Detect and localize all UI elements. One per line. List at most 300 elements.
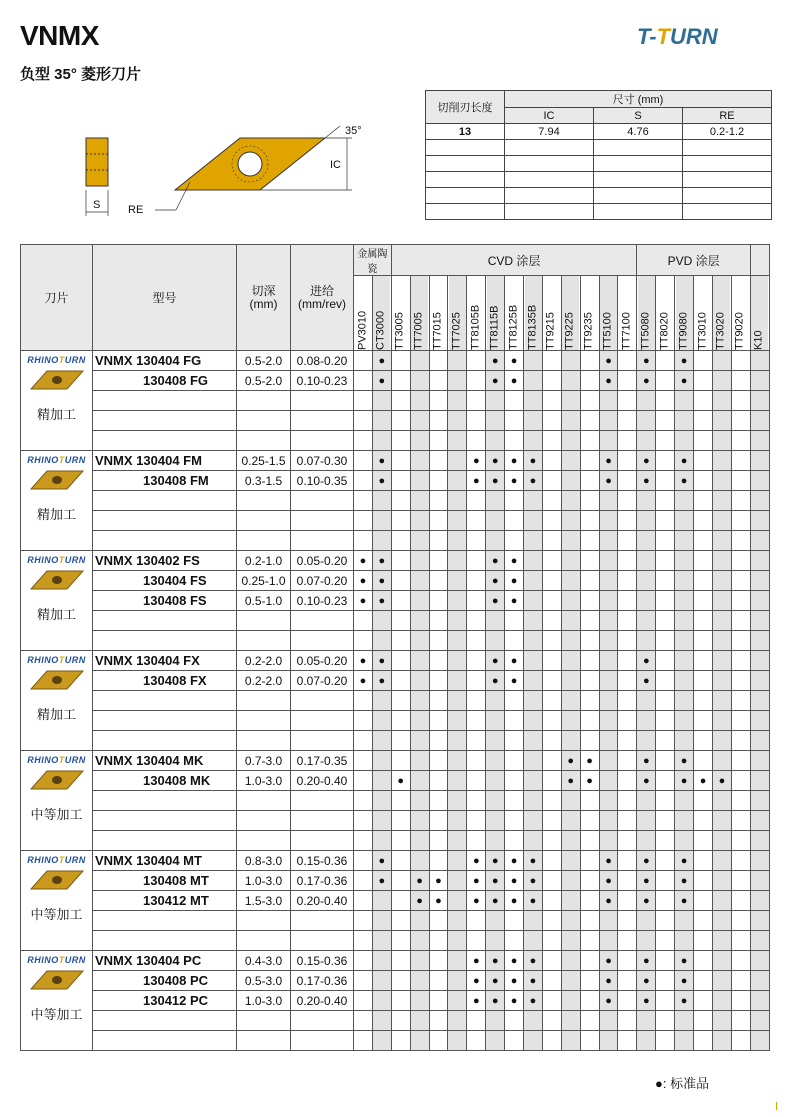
grade-availability-cell — [354, 451, 373, 471]
feed-cell: 0.08-0.20 — [291, 351, 354, 371]
grade-availability-cell — [675, 491, 694, 511]
table-row — [21, 671, 770, 691]
grade-availability-cell — [391, 931, 410, 951]
standard-stock-dot: ● — [524, 971, 543, 991]
grade-availability-cell — [656, 811, 675, 831]
grade-availability-cell — [448, 771, 467, 791]
rhinoturn-logo — [21, 855, 92, 865]
grade-availability-cell — [542, 671, 561, 691]
grade-availability-cell — [694, 711, 713, 731]
application-label: 中等加工 — [30, 807, 83, 822]
grade-header: TT8115B — [486, 276, 505, 351]
grade-availability-cell — [675, 431, 694, 451]
feed-cell — [291, 911, 354, 931]
standard-stock-dot: ● — [599, 471, 618, 491]
grade-availability-cell — [580, 871, 599, 891]
grade-availability-cell — [580, 631, 599, 651]
group-cermet: 金属陶瓷 — [354, 245, 392, 276]
grade-availability-cell — [486, 831, 505, 851]
model-cell — [93, 531, 237, 551]
insert-diagram — [70, 118, 370, 218]
grade-availability-cell — [448, 691, 467, 711]
grade-availability-cell — [410, 991, 429, 1011]
standard-stock-dot: ● — [599, 851, 618, 871]
insert-image — [27, 465, 87, 495]
grade-availability-cell — [429, 651, 448, 671]
grade-availability-cell — [656, 631, 675, 651]
table-row — [21, 611, 770, 631]
grade-availability-cell — [694, 691, 713, 711]
grade-availability-cell — [618, 531, 637, 551]
standard-stock-dot: ● — [637, 451, 656, 471]
table-row — [21, 811, 770, 831]
grade-availability-cell — [354, 471, 373, 491]
grade-availability-cell — [429, 711, 448, 731]
grade-availability-cell — [731, 731, 750, 751]
grade-availability-cell — [524, 511, 543, 531]
depth-cell — [237, 411, 291, 431]
standard-stock-dot: ● — [524, 951, 543, 971]
feed-cell: 0.07-0.30 — [291, 451, 354, 471]
grade-availability-cell — [542, 471, 561, 491]
grade-availability-cell — [372, 531, 391, 551]
grade-availability-cell — [561, 451, 580, 471]
grade-availability-cell — [429, 611, 448, 631]
insert-image — [27, 565, 87, 595]
standard-stock-dot: ● — [467, 951, 486, 971]
table-row — [21, 951, 770, 971]
grade-availability-cell — [467, 811, 486, 831]
grade-availability-cell — [391, 871, 410, 891]
model-cell — [93, 731, 237, 751]
grade-header: TT7015 — [429, 276, 448, 351]
grade-availability-cell — [429, 851, 448, 871]
feed-cell — [291, 691, 354, 711]
grade-availability-cell — [599, 551, 618, 571]
depth-cell — [237, 731, 291, 751]
logo-suffix: URN — [64, 955, 86, 965]
grade-availability-cell — [580, 731, 599, 751]
grade-availability-cell — [712, 951, 731, 971]
grade-availability-cell — [448, 731, 467, 751]
grade-availability-cell — [750, 911, 769, 931]
grade-availability-cell — [542, 751, 561, 771]
grade-availability-cell — [750, 651, 769, 671]
standard-stock-dot: ● — [391, 771, 410, 791]
grade-availability-cell — [731, 771, 750, 791]
grade-availability-cell — [561, 831, 580, 851]
grade-availability-cell — [429, 431, 448, 451]
grade-availability-cell — [410, 931, 429, 951]
grade-availability-cell — [391, 551, 410, 571]
grade-availability-cell — [561, 931, 580, 951]
grade-availability-cell — [524, 751, 543, 771]
grade-availability-cell — [410, 351, 429, 371]
grade-availability-cell — [656, 1031, 675, 1051]
standard-stock-dot: ● — [637, 371, 656, 391]
grade-availability-cell — [561, 811, 580, 831]
grade-availability-cell — [694, 531, 713, 551]
grade-availability-cell — [599, 811, 618, 831]
grade-availability-cell — [448, 631, 467, 651]
grade-availability-cell — [561, 531, 580, 551]
standard-stock-dot: ● — [637, 751, 656, 771]
grade-availability-cell — [694, 551, 713, 571]
grade-availability-cell — [599, 791, 618, 811]
grade-availability-cell — [467, 351, 486, 371]
standard-stock-dot: ● — [637, 351, 656, 371]
rhinoturn-logo — [21, 755, 92, 765]
table-row — [21, 871, 770, 891]
grade-availability-cell — [750, 731, 769, 751]
grade-availability-cell — [712, 531, 731, 551]
feed-cell — [291, 1011, 354, 1031]
grade-availability-cell — [731, 431, 750, 451]
grade-availability-cell — [637, 391, 656, 411]
grade-availability-cell — [354, 511, 373, 531]
grade-availability-cell — [656, 411, 675, 431]
brand-logo — [637, 24, 718, 50]
grade-availability-cell — [618, 591, 637, 611]
grade-availability-cell — [618, 451, 637, 471]
table-row — [21, 771, 770, 791]
grade-availability-cell — [372, 631, 391, 651]
standard-stock-dot: ● — [505, 891, 524, 911]
standard-stock-dot: ● — [599, 891, 618, 911]
feed-cell: 0.05-0.20 — [291, 551, 354, 571]
grade-availability-cell — [391, 451, 410, 471]
grade-availability-cell — [391, 591, 410, 611]
grade-availability-cell — [524, 371, 543, 391]
grade-availability-cell — [354, 351, 373, 371]
grade-availability-cell — [372, 391, 391, 411]
grade-availability-cell — [656, 651, 675, 671]
standard-stock-dot: ● — [580, 771, 599, 791]
standard-stock-dot: ● — [675, 871, 694, 891]
spec-s: 4.76 — [594, 124, 683, 140]
feed-cell — [291, 711, 354, 731]
grade-availability-cell — [542, 411, 561, 431]
grade-availability-cell — [694, 411, 713, 431]
feed-cell — [291, 731, 354, 751]
standard-stock-dot: ● — [467, 991, 486, 1011]
insert-cell — [21, 451, 93, 551]
depth-cell — [237, 691, 291, 711]
grade-availability-cell — [694, 811, 713, 831]
grade-availability-cell — [410, 791, 429, 811]
grade-availability-cell — [448, 451, 467, 471]
grade-availability-cell — [712, 811, 731, 831]
grade-availability-cell — [637, 531, 656, 551]
grade-availability-cell — [391, 1011, 410, 1031]
group-pvd: PVD 涂层 — [637, 245, 750, 276]
grade-availability-cell — [694, 391, 713, 411]
grade-availability-cell — [429, 1011, 448, 1031]
grade-availability-cell — [637, 931, 656, 951]
grade-availability-cell — [429, 831, 448, 851]
standard-stock-dot: ● — [637, 991, 656, 1011]
standard-stock-dot: ● — [675, 991, 694, 1011]
grade-availability-cell — [542, 611, 561, 631]
feed-cell: 0.15-0.36 — [291, 951, 354, 971]
grade-availability-cell — [694, 451, 713, 471]
table-row — [21, 431, 770, 451]
grade-availability-cell — [467, 791, 486, 811]
grade-table — [20, 244, 770, 1051]
standard-stock-dot: ● — [712, 771, 731, 791]
grade-availability-cell — [750, 431, 769, 451]
grade-availability-cell — [712, 991, 731, 1011]
grade-availability-cell — [354, 971, 373, 991]
standard-stock-dot: ● — [372, 591, 391, 611]
standard-stock-dot: ● — [675, 751, 694, 771]
brand-prefix: T- — [637, 24, 657, 49]
grade-availability-cell — [505, 931, 524, 951]
logo-prefix: RHINO — [27, 555, 59, 565]
grade-availability-cell — [391, 411, 410, 431]
grade-availability-cell — [410, 411, 429, 431]
grade-availability-cell — [561, 411, 580, 431]
model-cell: 130412 PC — [93, 991, 237, 1011]
grade-availability-cell — [731, 511, 750, 531]
grade-header: TT8105B — [467, 276, 486, 351]
grade-availability-cell — [486, 771, 505, 791]
standard-stock-dot: ● — [354, 551, 373, 571]
grade-availability-cell — [750, 1011, 769, 1031]
grade-availability-cell — [618, 771, 637, 791]
grade-availability-cell — [542, 631, 561, 651]
standard-stock-dot: ● — [372, 351, 391, 371]
grade-availability-cell — [694, 351, 713, 371]
grade-availability-cell — [731, 991, 750, 1011]
grade-availability-cell — [712, 671, 731, 691]
grade-availability-cell — [448, 591, 467, 611]
standard-stock-dot: ● — [354, 651, 373, 671]
standard-stock-dot: ● — [561, 771, 580, 791]
col-insert-header: 刀片 — [21, 245, 93, 351]
grade-availability-cell — [486, 731, 505, 751]
grade-availability-cell — [599, 711, 618, 731]
logo-prefix: RHINO — [27, 855, 59, 865]
grade-availability-cell — [694, 891, 713, 911]
grade-availability-cell — [580, 931, 599, 951]
grade-availability-cell — [618, 791, 637, 811]
grade-availability-cell — [410, 431, 429, 451]
grade-availability-cell — [561, 871, 580, 891]
grade-availability-cell — [694, 991, 713, 1011]
grade-availability-cell — [618, 751, 637, 771]
grade-availability-cell — [675, 411, 694, 431]
grade-availability-cell — [429, 511, 448, 531]
grade-availability-cell — [561, 511, 580, 531]
feed-cell: 0.17-0.35 — [291, 751, 354, 771]
grade-availability-cell — [694, 911, 713, 931]
application-label: 精加工 — [36, 707, 76, 722]
standard-stock-dot: ● — [372, 851, 391, 871]
standard-stock-dot: ● — [486, 971, 505, 991]
grade-availability-cell — [542, 371, 561, 391]
grade-availability-cell — [448, 351, 467, 371]
grade-availability-cell — [675, 691, 694, 711]
grade-availability-cell — [524, 1011, 543, 1031]
table-row — [21, 491, 770, 511]
grade-availability-cell — [599, 591, 618, 611]
grade-availability-cell — [429, 971, 448, 991]
grade-availability-cell — [675, 631, 694, 651]
grade-availability-cell — [656, 991, 675, 1011]
grade-availability-cell — [731, 611, 750, 631]
grade-availability-cell — [429, 391, 448, 411]
depth-cell: 1.5-3.0 — [237, 891, 291, 911]
grade-availability-cell — [448, 931, 467, 951]
model-cell: 130404 FS — [93, 571, 237, 591]
grade-availability-cell — [599, 651, 618, 671]
grade-header: TT9235 — [580, 276, 599, 351]
grade-availability-cell — [372, 951, 391, 971]
grade-availability-cell — [410, 591, 429, 611]
grade-availability-cell — [580, 391, 599, 411]
grade-availability-cell — [561, 711, 580, 731]
grade-availability-cell — [410, 751, 429, 771]
grade-availability-cell — [448, 511, 467, 531]
grade-availability-cell — [561, 571, 580, 591]
grade-availability-cell — [354, 871, 373, 891]
standard-stock-dot: ● — [637, 471, 656, 491]
standard-stock-dot: ● — [486, 651, 505, 671]
grade-availability-cell — [486, 491, 505, 511]
grade-availability-cell — [410, 651, 429, 671]
depth-cell — [237, 931, 291, 951]
grade-availability-cell — [561, 1011, 580, 1031]
grade-availability-cell — [524, 591, 543, 611]
grade-availability-cell — [391, 911, 410, 931]
grade-availability-cell — [599, 691, 618, 711]
grade-availability-cell — [467, 731, 486, 751]
grade-availability-cell — [429, 991, 448, 1011]
grade-availability-cell — [750, 551, 769, 571]
grade-availability-cell — [429, 631, 448, 651]
grade-availability-cell — [561, 671, 580, 691]
depth-cell: 0.5-2.0 — [237, 351, 291, 371]
grade-availability-cell — [467, 1031, 486, 1051]
table-row — [21, 391, 770, 411]
model-cell: VNMX 130404 MK — [93, 751, 237, 771]
grade-availability-cell — [618, 1011, 637, 1031]
grade-availability-cell — [467, 751, 486, 771]
feed-cell — [291, 531, 354, 551]
grade-availability-cell — [731, 631, 750, 651]
depth-cell — [237, 431, 291, 451]
grade-availability-cell — [467, 831, 486, 851]
grade-availability-cell — [750, 891, 769, 911]
grade-availability-cell — [486, 1031, 505, 1051]
grade-availability-cell — [505, 1011, 524, 1031]
depth-cell: 0.25-1.0 — [237, 571, 291, 591]
rhinoturn-logo — [21, 955, 92, 965]
grade-availability-cell — [486, 811, 505, 831]
application-label: 中等加工 — [30, 907, 83, 922]
standard-stock-dot: ● — [524, 991, 543, 1011]
grade-availability-cell — [354, 891, 373, 911]
table-row — [21, 571, 770, 591]
grade-availability-cell — [448, 1011, 467, 1031]
grade-availability-cell — [599, 731, 618, 751]
grade-availability-cell — [505, 611, 524, 631]
grade-availability-cell — [391, 1031, 410, 1051]
depth-cell: 0.4-3.0 — [237, 951, 291, 971]
grade-availability-cell — [372, 691, 391, 711]
model-cell — [93, 631, 237, 651]
grade-availability-cell — [580, 531, 599, 551]
grade-availability-cell — [410, 371, 429, 391]
grade-availability-cell — [391, 511, 410, 531]
grade-availability-cell — [429, 791, 448, 811]
standard-stock-dot: ● — [505, 451, 524, 471]
grade-availability-cell — [486, 931, 505, 951]
depth-cell: 0.5-2.0 — [237, 371, 291, 391]
grade-availability-cell — [618, 511, 637, 531]
standard-stock-dot: ● — [580, 751, 599, 771]
standard-stock-dot: ● — [429, 891, 448, 911]
feed-cell: 0.15-0.36 — [291, 851, 354, 871]
grade-availability-cell — [580, 371, 599, 391]
feed-cell — [291, 411, 354, 431]
grade-availability-cell — [580, 891, 599, 911]
standard-stock-dot: ● — [637, 671, 656, 691]
grade-availability-cell — [656, 671, 675, 691]
standard-stock-dot: ● — [486, 951, 505, 971]
depth-cell: 0.25-1.5 — [237, 451, 291, 471]
model-cell — [93, 911, 237, 931]
grade-availability-cell — [354, 531, 373, 551]
grade-availability-cell — [524, 411, 543, 431]
grade-header: TT7005 — [410, 276, 429, 351]
standard-stock-dot: ● — [524, 891, 543, 911]
standard-stock-dot: ● — [486, 851, 505, 871]
grade-availability-cell — [580, 911, 599, 931]
grade-availability-cell — [656, 451, 675, 471]
table-row — [21, 971, 770, 991]
size-spec-table — [425, 90, 772, 220]
depth-cell: 0.7-3.0 — [237, 751, 291, 771]
standard-stock-dot: ● — [637, 891, 656, 911]
model-cell: 130408 FS — [93, 591, 237, 611]
grade-availability-cell — [675, 391, 694, 411]
size-header: 尺寸 (mm) — [505, 91, 772, 108]
grade-availability-cell — [524, 911, 543, 931]
grade-availability-cell — [731, 751, 750, 771]
grade-availability-cell — [694, 731, 713, 751]
grade-availability-cell — [712, 571, 731, 591]
grade-availability-cell — [372, 911, 391, 931]
grade-availability-cell — [372, 431, 391, 451]
grade-availability-cell — [599, 931, 618, 951]
grade-availability-cell — [410, 1031, 429, 1051]
grade-availability-cell — [750, 771, 769, 791]
grade-availability-cell — [542, 451, 561, 471]
grade-availability-cell — [354, 911, 373, 931]
grade-availability-cell — [542, 711, 561, 731]
grade-availability-cell — [524, 551, 543, 571]
grade-availability-cell — [599, 771, 618, 791]
grade-availability-cell — [486, 411, 505, 431]
grade-availability-cell — [712, 871, 731, 891]
logo-suffix: URN — [64, 555, 86, 565]
grade-availability-cell — [731, 371, 750, 391]
grade-availability-cell — [731, 411, 750, 431]
grade-availability-cell — [750, 711, 769, 731]
grade-availability-cell — [656, 1011, 675, 1031]
